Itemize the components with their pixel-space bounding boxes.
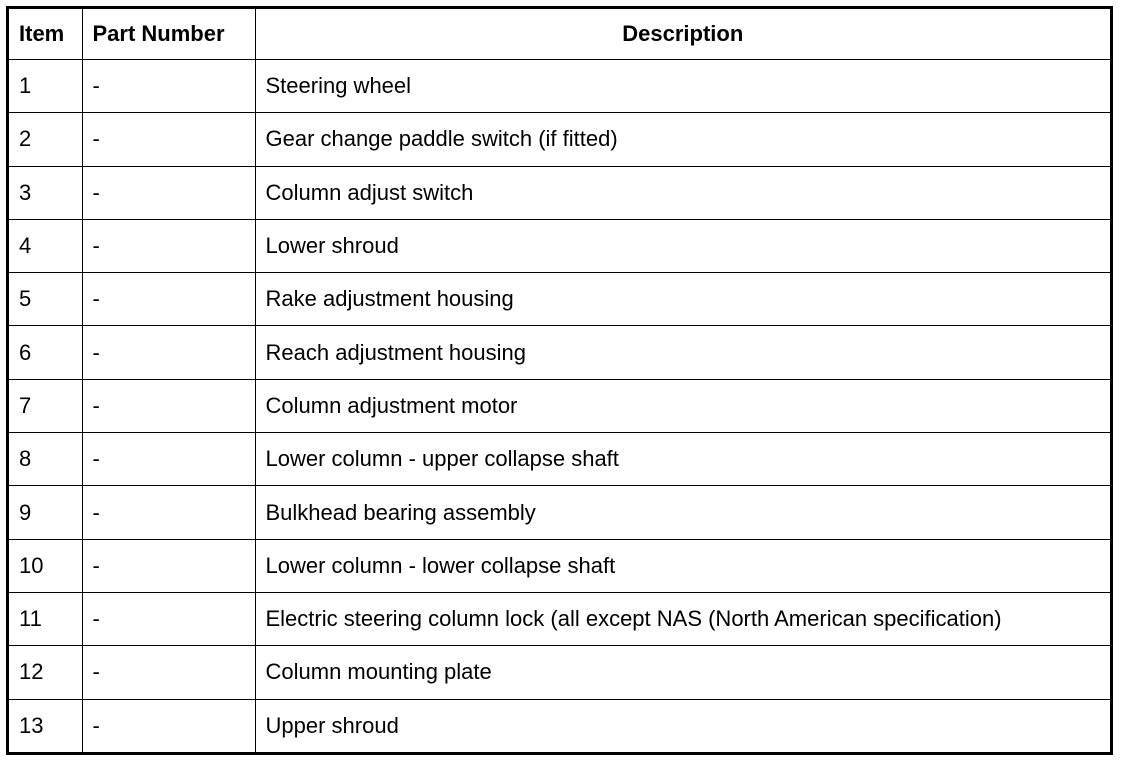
part-number-cell: - (82, 273, 255, 326)
part-number-cell: - (82, 60, 255, 113)
table-row (9, 433, 1110, 486)
description-cell: Gear change paddle switch (if fitted) (255, 113, 1110, 166)
table-row (9, 273, 1110, 326)
item-cell: 9 (9, 486, 82, 539)
part-number-cell: - (82, 486, 255, 539)
description-cell: Column mounting plate (255, 646, 1110, 699)
part-number-cell: - (82, 166, 255, 219)
description-cell: Rake adjustment housing (255, 273, 1110, 326)
item-cell: 11 (9, 592, 82, 645)
description-cell: Lower column - upper collapse shaft (255, 433, 1110, 486)
table-row (9, 646, 1110, 699)
parts-table (9, 9, 1110, 752)
description-cell: Steering wheel (255, 60, 1110, 113)
item-cell: 12 (9, 646, 82, 699)
description-cell: Electric steering column lock (all except NAS (North American specification) (255, 592, 1110, 645)
table-header-row (9, 9, 1110, 60)
part-number-cell: - (82, 379, 255, 432)
table-row (9, 113, 1110, 166)
part-number-cell: - (82, 539, 255, 592)
item-cell: 1 (9, 60, 82, 113)
item-cell: 2 (9, 113, 82, 166)
table-row (9, 486, 1110, 539)
description-cell: Column adjustment motor (255, 379, 1110, 432)
description-cell: Reach adjustment housing (255, 326, 1110, 379)
item-cell: 10 (9, 539, 82, 592)
item-cell: 4 (9, 219, 82, 272)
item-cell: 8 (9, 433, 82, 486)
description-cell: Lower column - lower collapse shaft (255, 539, 1110, 592)
table-row (9, 166, 1110, 219)
item-cell: 7 (9, 379, 82, 432)
table-row (9, 539, 1110, 592)
column-header-item: Item (9, 9, 82, 60)
column-header-description: Description (255, 9, 1110, 60)
part-number-cell: - (82, 326, 255, 379)
part-number-cell: - (82, 699, 255, 752)
description-cell: Column adjust switch (255, 166, 1110, 219)
description-cell: Bulkhead bearing assembly (255, 486, 1110, 539)
item-cell: 13 (9, 699, 82, 752)
column-header-part-number: Part Number (82, 9, 255, 60)
part-number-cell: - (82, 433, 255, 486)
table-row (9, 60, 1110, 113)
item-cell: 6 (9, 326, 82, 379)
table-row (9, 326, 1110, 379)
part-number-cell: - (82, 592, 255, 645)
part-number-cell: - (82, 113, 255, 166)
item-cell: 5 (9, 273, 82, 326)
table-body (9, 60, 1110, 753)
parts-table-container (6, 6, 1113, 755)
part-number-cell: - (82, 219, 255, 272)
table-row (9, 592, 1110, 645)
table-row (9, 699, 1110, 752)
item-cell: 3 (9, 166, 82, 219)
description-cell: Lower shroud (255, 219, 1110, 272)
description-cell: Upper shroud (255, 699, 1110, 752)
table-row (9, 219, 1110, 272)
table-row (9, 379, 1110, 432)
part-number-cell: - (82, 646, 255, 699)
